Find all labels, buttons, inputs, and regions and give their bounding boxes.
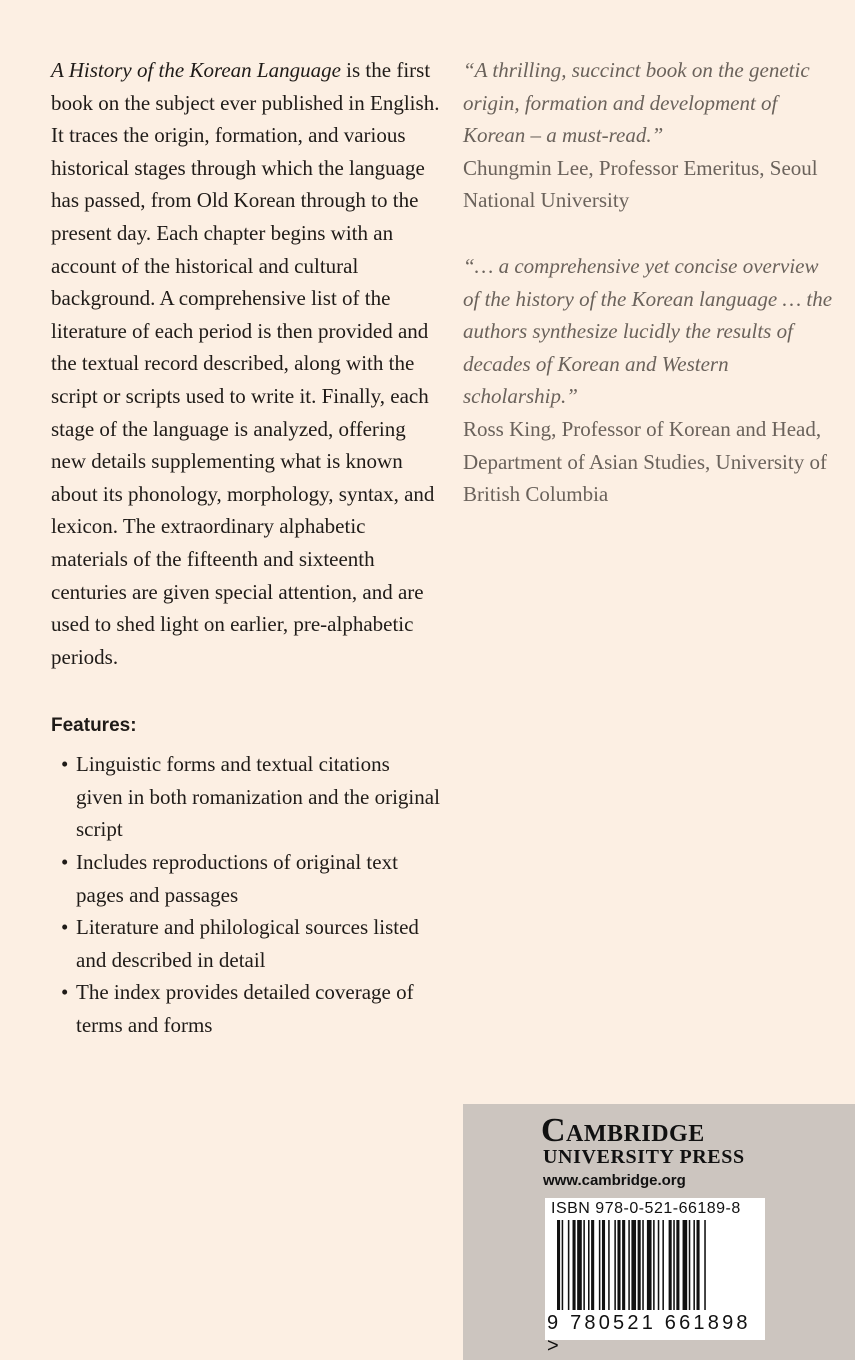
barcode-bar bbox=[602, 1220, 605, 1310]
features-heading: Features: bbox=[51, 715, 137, 737]
barcode-bar bbox=[647, 1220, 652, 1310]
barcode-bar bbox=[617, 1220, 620, 1310]
barcode-bar bbox=[704, 1220, 706, 1310]
isbn-label: ISBN 978-0-521-66189-8 bbox=[551, 1200, 741, 1217]
barcode-bar bbox=[658, 1220, 660, 1310]
bullet-icon: • bbox=[61, 850, 69, 875]
review-text: “A thrilling, succinct book on the genetic origin, formation and development of Korean – a must-read.” bbox=[463, 58, 810, 148]
barcode-bar bbox=[628, 1220, 630, 1310]
book-description bbox=[51, 54, 441, 673]
barcode-bar bbox=[557, 1220, 560, 1310]
review-quote bbox=[463, 250, 833, 511]
barcode-bar bbox=[591, 1220, 594, 1310]
barcode-bar bbox=[693, 1220, 695, 1310]
bullet-icon: • bbox=[61, 752, 69, 777]
publisher-url: www.cambridge.org bbox=[543, 1172, 686, 1189]
barcode-bar bbox=[662, 1220, 664, 1310]
barcode-digits: 9 780521 661898 > bbox=[547, 1312, 751, 1357]
barcode-bar bbox=[642, 1220, 644, 1310]
barcode-bar bbox=[631, 1220, 636, 1310]
feature-item: • Includes reproductions of original text pages and passages bbox=[51, 846, 441, 911]
feature-item: • Linguistic forms and textual citations given in both romanization and the original script bbox=[51, 748, 441, 846]
barcode-bar bbox=[697, 1220, 700, 1310]
reviews-column bbox=[463, 54, 833, 544]
barcode-bar bbox=[683, 1220, 688, 1310]
bullet-icon: • bbox=[61, 980, 69, 1005]
barcode-bar bbox=[669, 1220, 672, 1310]
description-column bbox=[51, 54, 441, 1042]
barcode-bar bbox=[583, 1220, 585, 1310]
publisher-name: Cambridge bbox=[541, 1112, 705, 1149]
barcode-bar bbox=[614, 1220, 616, 1310]
barcode-bar bbox=[622, 1220, 625, 1310]
barcode-bar bbox=[588, 1220, 590, 1310]
description-text: is the first book on the subject ever published in English. It traces the origin, formation, and various historical stages through which the language has passed, from Old Korean through to the present day. Each chapter begins with an account of the historical and cultural background. A comprehensive list of the literature of each period is then provided and the textual record described, along with the script or scripts used to write it. Finally, each stage of the language is analyzed, offering new details supplementing what is known about its phonology, morphology, syntax, and lexicon. The extraordinary alphabetic materials of the fifteenth and sixteenth centuries are given special attention, and are used to shed light on earlier, pre-alphabetic periods. bbox=[51, 58, 440, 669]
publisher-panel bbox=[463, 1104, 855, 1360]
barcode-bar bbox=[638, 1220, 641, 1310]
barcode-bar bbox=[608, 1220, 610, 1310]
barcode-bar bbox=[577, 1220, 582, 1310]
features-list bbox=[51, 748, 441, 1041]
review-quote bbox=[463, 54, 833, 217]
feature-item: • The index provides detailed coverage of terms and forms bbox=[51, 976, 441, 1041]
barcode-bar bbox=[573, 1220, 576, 1310]
barcode-bar bbox=[599, 1220, 601, 1310]
bullet-icon: • bbox=[61, 915, 69, 940]
review-attribution: Chungmin Lee, Professor Emeritus, Seoul National University bbox=[463, 155, 818, 213]
barcode-bar bbox=[676, 1220, 679, 1310]
book-title: A History of the Korean Language bbox=[51, 58, 341, 82]
barcode-bar bbox=[673, 1220, 675, 1310]
barcode-bar bbox=[689, 1220, 691, 1310]
barcode-bars-icon bbox=[545, 1220, 765, 1312]
barcode-bar bbox=[562, 1220, 564, 1310]
barcode-bar bbox=[568, 1220, 570, 1310]
review-text: “… a comprehensive yet concise overview of the history of the Korean language … the authors synthesize lucidly the results of decades of Korean and Western scholarship.” bbox=[463, 253, 833, 409]
barcode bbox=[545, 1198, 765, 1357]
review-attribution: Ross King, Professor of Korean and Head, Department of Asian Studies, University of British Columbia bbox=[463, 416, 827, 507]
feature-item: • Literature and philological sources listed and described in detail bbox=[51, 911, 441, 976]
barcode-bar bbox=[653, 1220, 655, 1310]
publisher-subtitle: UNIVERSITY PRESS bbox=[543, 1146, 745, 1168]
